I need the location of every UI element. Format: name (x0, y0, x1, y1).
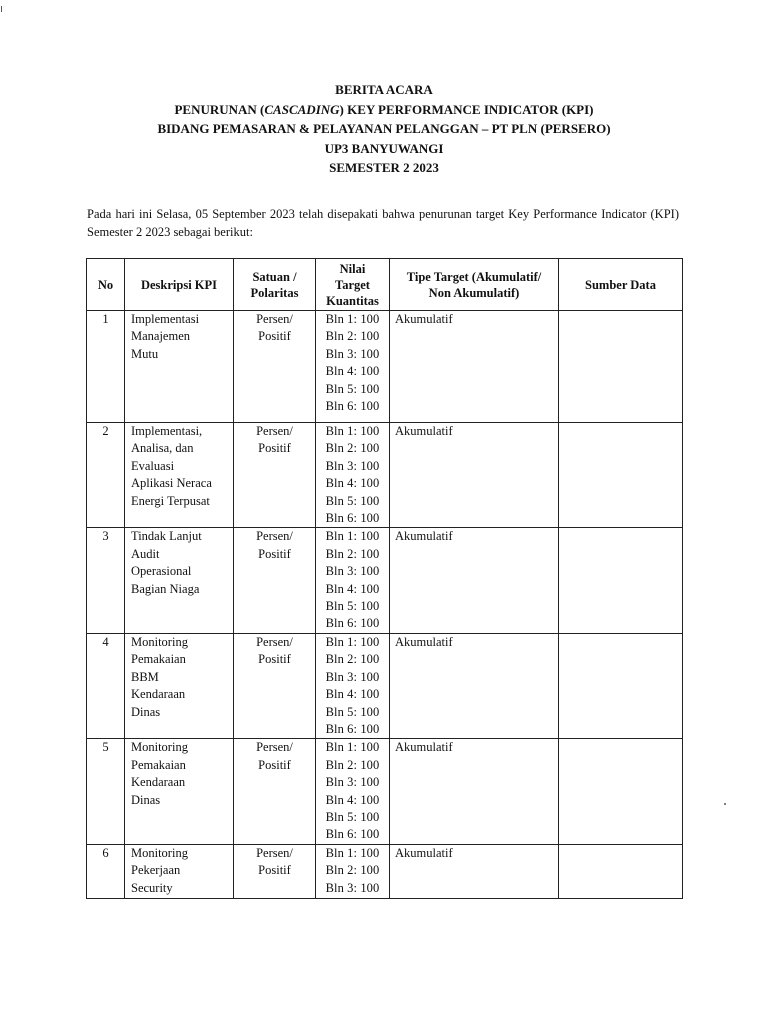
satuan-line: Persen/ (256, 740, 293, 755)
table-row (87, 633, 683, 738)
nilai-line: Bln 2: 100 (325, 757, 380, 772)
satuan-line: Positif (258, 863, 291, 878)
title-penurunan-kpi (0, 100, 768, 120)
cell-deskripsi (125, 423, 234, 528)
cell-tipe: Akumulatif (390, 739, 559, 844)
intro-paragraph: Pada hari ini Selasa, 05 September 2023 telah disepakati bahwa penurunan target Key Performance Indicator (KPI) Semester 2 2023 sebagai berikut: (87, 207, 679, 239)
cell-nilai (316, 844, 390, 898)
nilai-line: Bln 2: 100 (325, 863, 380, 878)
nilai-line: Bln 3: 100 (325, 564, 380, 579)
nilai-line: Bln 4: 100 (325, 792, 380, 807)
table-row (87, 844, 683, 898)
satuan-line: Persen/ (256, 845, 293, 860)
cell-satuan (234, 423, 316, 528)
desc-line: Implementasi (131, 312, 200, 326)
cell-sumber (559, 844, 683, 898)
cell-tipe: Akumulatif (390, 423, 559, 528)
satuan-line: Persen/ (256, 529, 293, 544)
satuan-line: Positif (258, 757, 291, 772)
desc-line: Monitoring (131, 740, 188, 755)
cell-nilai (316, 739, 390, 844)
nilai-line: Bln 1: 100 (325, 740, 380, 755)
satuan-line: Persen/ (256, 424, 293, 438)
satuan-line: Positif (258, 441, 291, 456)
title-unit: UP3 BANYUWANGI (324, 140, 444, 156)
desc-line: Dinas (131, 792, 161, 807)
cell-tipe: Akumulatif (390, 311, 559, 423)
desc-line: Implementasi, (131, 424, 203, 438)
nilai-line: Bln 5: 100 (325, 809, 380, 824)
cell-satuan (234, 528, 316, 633)
scan-speck (724, 803, 726, 805)
cell-satuan (234, 844, 316, 898)
cell-no: 4 (87, 633, 125, 738)
desc-line: Monitoring (131, 845, 188, 860)
nilai-line: Bln 5: 100 (325, 704, 380, 719)
desc-line: Monitoring (131, 634, 188, 649)
header-tipe-line: Non Akumulatif) (428, 285, 520, 300)
nilai-line: Bln 4: 100 (325, 364, 380, 379)
cell-deskripsi (125, 311, 234, 423)
header-deskripsi: Deskripsi KPI (125, 259, 234, 311)
scan-speck (1, 6, 2, 12)
nilai-line: Bln 4: 100 (325, 476, 380, 491)
cell-sumber (559, 423, 683, 528)
header-nilai-line: Kuantitas (326, 293, 379, 308)
nilai-line: Bln 1: 100 (325, 845, 380, 860)
header-satuan-line: Polaritas (250, 285, 299, 300)
header-nilai-line: Nilai (339, 261, 366, 276)
document-title-block (0, 80, 768, 178)
header-tipe (390, 259, 559, 311)
cell-no: 6 (87, 844, 125, 898)
desc-line: BBM (131, 669, 159, 684)
nilai-line: Bln 6: 100 (325, 721, 380, 736)
nilai-line: Bln 3: 100 (325, 880, 380, 895)
nilai-line: Bln 1: 100 (325, 529, 380, 544)
nilai-line: Bln 6: 100 (325, 616, 380, 631)
cell-nilai (316, 633, 390, 738)
header-satuan-line: Satuan / (252, 269, 297, 284)
cell-sumber (559, 739, 683, 844)
nilai-line: Bln 6: 100 (325, 511, 380, 526)
title-semester: SEMESTER 2 2023 (329, 160, 439, 175)
cell-sumber (559, 633, 683, 738)
table-row (87, 423, 683, 528)
nilai-line: Bln 4: 100 (325, 687, 380, 702)
header-no: No (87, 259, 125, 311)
header-nilai-line: Target (335, 277, 370, 292)
cell-nilai (316, 311, 390, 423)
table-row (87, 528, 683, 633)
nilai-line: Bln 3: 100 (325, 458, 380, 473)
title-berita-acara: BERITA ACARA (335, 82, 433, 97)
satuan-line: Persen/ (256, 634, 293, 649)
cell-no: 2 (87, 423, 125, 528)
nilai-line: Bln 1: 100 (325, 424, 380, 438)
cell-deskripsi (125, 528, 234, 633)
desc-line: Audit (131, 546, 160, 561)
desc-line: Analisa, dan (131, 441, 194, 456)
table-row (87, 311, 683, 423)
nilai-line: Bln 3: 100 (325, 669, 380, 684)
cell-tipe: Akumulatif (390, 844, 559, 898)
nilai-line: Bln 1: 100 (325, 634, 380, 649)
table-header-row (87, 259, 683, 311)
satuan-line: Positif (258, 329, 291, 344)
satuan-line: Positif (258, 652, 291, 667)
cell-deskripsi (125, 633, 234, 738)
kpi-table (86, 258, 683, 899)
title-bidang: BIDANG PEMASARAN & PELAYANAN PELANGGAN – PT PLN (PERSERO) (157, 121, 611, 136)
desc-line: Pemakaian (131, 757, 186, 772)
cell-sumber (559, 528, 683, 633)
nilai-line: Bln 2: 100 (325, 329, 380, 344)
cell-satuan (234, 311, 316, 423)
desc-line: Kendaraan (131, 775, 186, 790)
nilai-line: Bln 2: 100 (325, 441, 380, 456)
cell-tipe: Akumulatif (390, 528, 559, 633)
desc-line: Kendaraan (131, 687, 186, 702)
desc-line: Mutu (131, 346, 159, 361)
nilai-line: Bln 6: 100 (325, 399, 380, 414)
nilai-line: Bln 5: 100 (325, 599, 380, 614)
nilai-line: Bln 5: 100 (325, 381, 380, 396)
header-tipe-line: Tipe Target (Akumulatif/ (406, 269, 542, 284)
cell-tipe: Akumulatif (390, 633, 559, 738)
nilai-line: Bln 5: 100 (325, 493, 380, 508)
header-satuan (234, 259, 316, 311)
cell-satuan (234, 633, 316, 738)
cell-no: 3 (87, 528, 125, 633)
cell-deskripsi (125, 844, 234, 898)
nilai-line: Bln 1: 100 (325, 312, 380, 326)
nilai-line: Bln 3: 100 (325, 775, 380, 790)
cell-satuan (234, 739, 316, 844)
desc-line: Security (131, 880, 173, 895)
desc-line: Aplikasi Neraca (131, 476, 212, 491)
title-cascading-word: CASCADING (264, 101, 340, 117)
table-row (87, 739, 683, 844)
nilai-line: Bln 2: 100 (325, 652, 380, 667)
title-penurunan-suffix: ) KEY PERFORMANCE INDICATOR (KPI) (339, 101, 594, 117)
cell-no: 5 (87, 739, 125, 844)
desc-line: Energi Terpusat (131, 493, 210, 508)
desc-line: Pemakaian (131, 652, 186, 667)
title-penurunan-prefix: PENURUNAN ( (174, 101, 265, 117)
nilai-line: Bln 4: 100 (325, 581, 380, 596)
desc-line: Operasional (131, 564, 192, 579)
cell-deskripsi (125, 739, 234, 844)
cell-no: 1 (87, 311, 125, 423)
nilai-line: Bln 6: 100 (325, 827, 380, 842)
cell-nilai (316, 528, 390, 633)
nilai-line: Bln 2: 100 (325, 546, 380, 561)
cell-sumber (559, 311, 683, 423)
desc-line: Manajemen (131, 329, 191, 344)
desc-line: Bagian Niaga (131, 581, 200, 596)
nilai-line: Bln 3: 100 (325, 346, 380, 361)
satuan-line: Positif (258, 546, 291, 561)
desc-line: Pekerjaan (131, 863, 181, 878)
desc-line: Dinas (131, 704, 161, 719)
satuan-line: Persen/ (256, 312, 293, 326)
header-nilai (316, 259, 390, 311)
desc-line: Tindak Lanjut (131, 529, 202, 544)
desc-line: Evaluasi (131, 458, 175, 473)
cell-nilai (316, 423, 390, 528)
header-sumber: Sumber Data (559, 259, 683, 311)
